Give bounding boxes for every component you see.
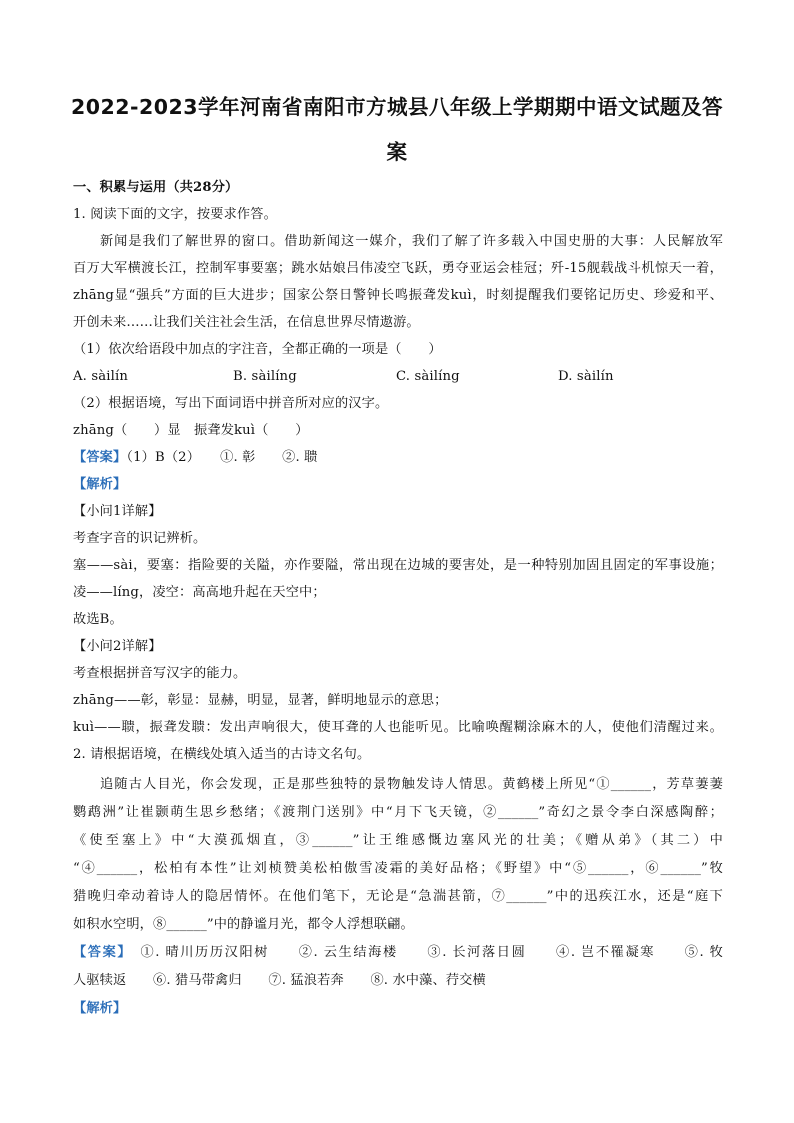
q1-sub2-line: zhāng（ ）显 振聋发kuì（ ） [73, 423, 309, 438]
detail-2-line-3: kuì——聩，振聋发聩：发出声响很大，使耳聋的人也能听见。比喻唤醒糊涂麻木的人，使他们清醒过来。 [73, 720, 723, 735]
q1-sub2-prompt: （2）根据语境，写出下面词语中拼音所对应的汉字。 [73, 396, 389, 411]
answer-label: 【答案】 [73, 450, 127, 465]
answer-text-line1: ①. 晴川历历汉阳树 ②. 云生结海楼 ③. 长河落日圆 ④. 岂不罹凝寒 ⑤. 牧 [125, 945, 724, 960]
detail-2-line-1: 考查根据拼音写汉字的能力。 [73, 666, 247, 681]
answer-text: （1）B（2） ①. 彰 ②. 聩 [126, 450, 318, 465]
section-heading: 一、积累与运用（共28分） [73, 180, 239, 195]
q2-passage-line-2: 鹦鹉洲”让崔颢萌生思乡愁绪；《渡荆门送别》中“月下飞天镜，②______”奇幻之景令李白深感陶醉； [73, 805, 723, 820]
q2-passage-line-6: 如积水空明，⑧______”中的静谧月光，都令人浮想联翩。 [73, 917, 414, 932]
detail-1-line-2: 塞——sài，要塞：指险要的关隘，亦作要隘，常出现在边城的要害处，是一种特别加固且固定的军事设施； [73, 558, 723, 573]
q1-passage-line-1: 新闻是我们了解世界的窗口。借助新闻这一媒介，我们了解了许多载入中国史册的大事：人民解放军 [100, 234, 723, 249]
doc-title-line2: 案 [386, 140, 408, 164]
question-1-prompt: 1. 阅读下面的文字，按要求作答。 [73, 207, 277, 222]
detail-2-line-2: zhāng——彰，彰显：显赫，明显，显著，鲜明地显示的意思； [73, 693, 448, 708]
analysis-label: 【解析】 [73, 477, 127, 492]
analysis-label-2: 【解析】 [73, 1001, 127, 1016]
q1-answer [73, 448, 723, 468]
detail-1-line-1: 考查字音的识记辨析。 [73, 531, 207, 546]
answer-label: 【答案】 [73, 945, 126, 960]
option-d: D. sàilín [558, 369, 614, 384]
q2-passage-line-5: 猎晚归牵动着诗人的隐居情怀。在他们笔下，无论是“急湍甚箭，⑦______”中的迅疾江水，还是“庭下 [73, 889, 723, 904]
q2-passage-line-4: “④______，松柏有本性”让刘桢赞美松柏傲雪凌霜的美好品格；《野望》中“⑤______，⑥______”牧 [73, 861, 723, 876]
option-b: B. sàilíng [233, 369, 297, 384]
q2-answer-line-2: 人驱犊返 ⑥. 猎马带禽归 ⑦. 猛浪若奔 ⑧. 水中藻、荇交横 [73, 973, 486, 988]
q2-answer [73, 943, 723, 963]
detail-2-label: 【小问2详解】 [73, 639, 162, 654]
question-2-prompt: 2. 请根据语境，在横线处填入适当的古诗文名句。 [73, 747, 371, 762]
detail-1-label: 【小问1详解】 [73, 504, 162, 519]
q1-options-row [73, 367, 723, 387]
q1-passage-line-2: 百万大军横渡长江，控制军事要塞；跳水姑娘吕伟凌空飞跃，勇夺亚运会桂冠；歼-15舰载战斗机惊天一着， [73, 261, 723, 276]
detail-1-line-4: 故选B。 [73, 612, 123, 627]
q1-passage-line-3: zhāng显“强兵”方面的巨大进步；国家公祭日警钟长鸣振聋发kuì，时刻提醒我们要铭记历史、珍爱和平、 [73, 288, 723, 303]
option-a: A. sàilín [73, 369, 129, 384]
q1-passage-line-4: 开创未来……让我们关注社会生活，在信息世界尽情遨游。 [73, 315, 420, 330]
doc-title-line1: 2022-2023学年河南省南阳市方城县八年级上学期期中语文试题及答 [70, 95, 724, 119]
detail-1-line-3: 凌——líng，凌空：高高地升起在天空中； [73, 585, 326, 600]
option-c: C. sàilíng [396, 369, 460, 384]
q2-passage-line-3: 《使至塞上》中“大漠孤烟直，③______”让王维感慨边塞风光的壮美；《赠从弟》（其二）中 [73, 833, 723, 848]
q1-sub1-prompt: （1）依次给语段中加点的字注音，全都正确的一项是（ ） [73, 342, 442, 357]
q2-passage-line-1: 追随古人目光，你会发现，正是那些独特的景物触发诗人情思。黄鹤楼上所见“①______，芳草萋萋 [100, 777, 723, 792]
